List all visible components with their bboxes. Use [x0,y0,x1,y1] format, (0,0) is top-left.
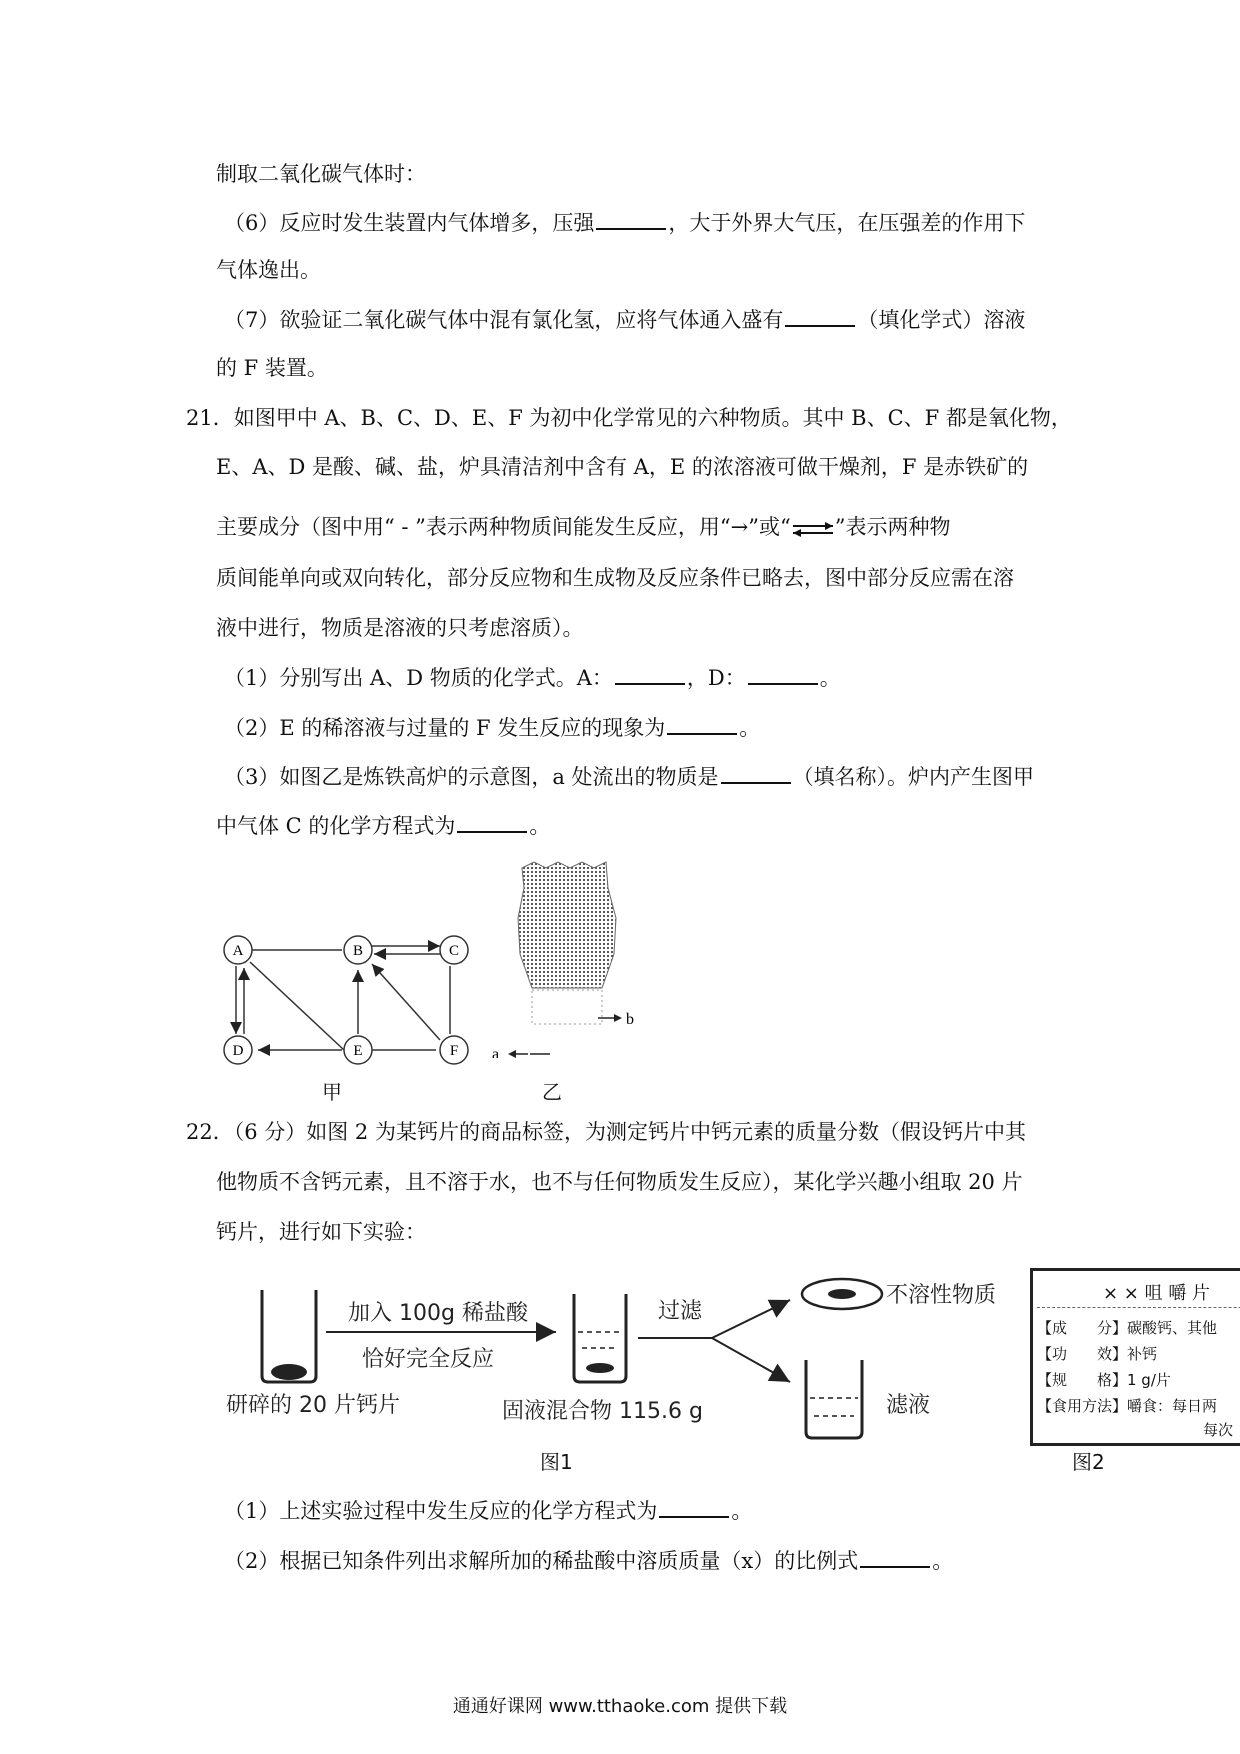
svg-text:恰好完全反应: 恰好完全反应 [362,1347,495,1372]
line-intro: 制取二氧化碳气体时： [216,162,426,186]
label-row: 【食用方法】嚼食：每日两 [1037,1397,1218,1415]
q21-3: （3）如图乙是炼铁高炉的示意图，a 处流出的物质是 （填名称）。炉内产生图甲 [224,762,1034,791]
svg-text:滤液: 滤液 [886,1393,931,1418]
svg-text:b: b [626,1011,634,1028]
answer-blank[interactable] [615,663,685,685]
answer-blank[interactable] [721,762,791,784]
answer-blank[interactable] [457,811,527,833]
q20-6-cont: 气体逸出。 [216,258,321,282]
label-row: 每次 [1203,1421,1234,1439]
svg-text:D: D [232,1043,244,1059]
label-row: 【规 格】1 g/片 [1037,1371,1171,1389]
q21-2: （2）E 的稀溶液与过量的 F 发生反应的现象为 。 [224,713,760,742]
q21-1: （1）分别写出 A、D 物质的化学式。A： ，D： 。 [224,663,841,692]
page-footer: 通通好课网 www.tthaoke.com 提供下载 [452,1696,788,1717]
q20-7: （7）欲验证二氧化碳气体中混有氯化氢，应将气体通入盛有 （填化学式）溶液 [224,305,1025,334]
svg-text:B: B [352,943,364,959]
q21-line2: E、A、D 是酸、碱、盐，炉具清洁剂中含有 A，E 的浓溶液可做干燥剂，F 是赤铁矿的 [216,455,1029,479]
q20-6: （6）反应时发生装置内气体增多，压强 ，大于外界大气压，在压强差的作用下 [224,208,1025,237]
figure-1 [226,1272,1026,1452]
q21-line3: 主要成分（图中用“ - ”表示两种物质间能发生反应，用“→”或“ ”表示两种物 [216,515,951,539]
figure-2 [1030,1268,1240,1446]
svg-text:a: a [492,1046,500,1058]
svg-text:E: E [353,1043,363,1059]
q22-1: （1）上述实验过程中发生反应的化学方程式为 。 [224,1496,752,1525]
q21-stem: 21．如图甲中 A、B、C、D、E、F 为初中化学常见的六种物质。其中 B、C、F 都是氧化物， [186,406,1072,430]
svg-text:C: C [448,943,460,959]
diagram-jia [210,920,480,1070]
answer-blank[interactable] [667,713,737,735]
double-arrow-icon [791,520,835,538]
svg-text:加入 100g 稀盐酸: 加入 100g 稀盐酸 [348,1301,528,1326]
label-row: 【功 效】补钙 [1037,1345,1158,1363]
q22-stem: 22．（6 分）如图 2 为某钙片的商品标签，为测定钙片中钙元素的质量分数（假设钙片中其 [186,1120,1026,1144]
svg-text:过滤: 过滤 [658,1299,703,1324]
q22-2: （2）根据已知条件列出求解所加的稀盐酸中溶质质量（x）的比例式 。 [224,1546,953,1575]
q21-3-cont: 中气体 C 的化学方程式为 。 [216,811,550,840]
label-row: 【成 分】碳酸钙、其他 [1037,1319,1218,1337]
svg-text:A: A [232,943,244,959]
q20-7-cont: 的 F 装置。 [216,356,328,380]
caption-fig1: 图1 [540,1450,573,1474]
answer-blank[interactable] [785,305,855,327]
q21-line4: 质间能单向或双向转化，部分反应物和生成物及反应条件已略去，图中部分反应需在溶 [216,566,1014,590]
label-title: × × 咀 嚼 片 [1103,1283,1211,1304]
caption-fig2: 图2 [1072,1450,1105,1474]
q22-line3: 钙片，进行如下实验： [216,1220,426,1244]
svg-text:研碎的 20 片钙片: 研碎的 20 片钙片 [226,1393,400,1418]
answer-blank[interactable] [659,1496,729,1518]
q22-line2: 他物质不含钙元素，且不溶于水，也不与任何物质发生反应），某化学兴趣小组取 20 片 [216,1170,1023,1194]
answer-blank[interactable] [596,208,666,230]
svg-text:F: F [449,1043,459,1059]
q21-line5: 液中进行，物质是溶液的只考虑溶质）。 [216,616,584,640]
svg-text:固液混合物 115.6 g: 固液混合物 115.6 g [502,1399,703,1424]
caption-yi: 乙 [542,1080,562,1104]
answer-blank[interactable] [748,663,818,685]
answer-blank[interactable] [860,1546,930,1568]
diagram-yi [490,858,660,1058]
caption-jia: 甲 [322,1080,342,1104]
svg-text:不溶性物质: 不溶性物质 [886,1283,997,1308]
